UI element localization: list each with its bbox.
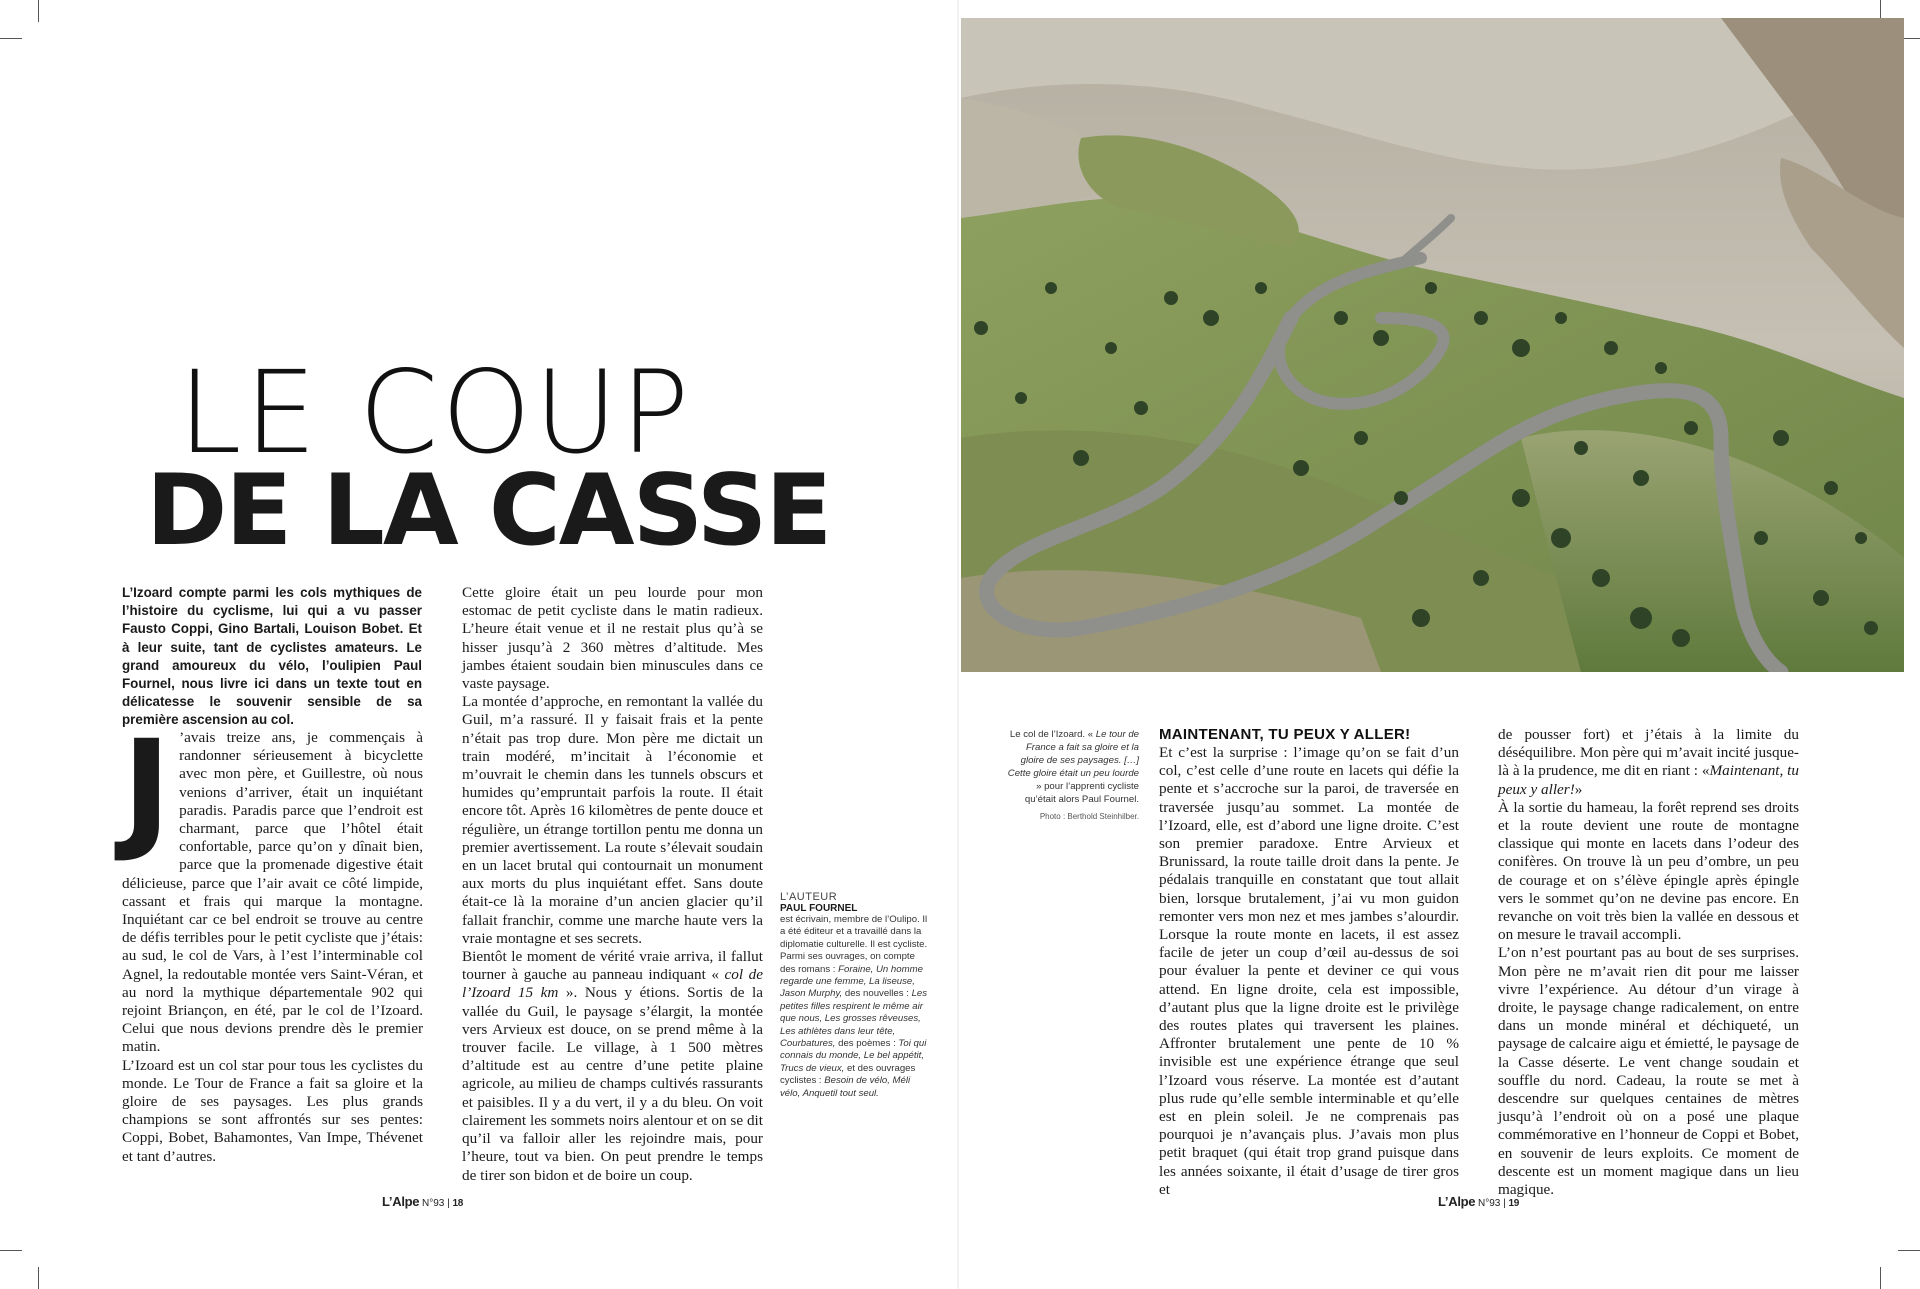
author-box (780, 891, 930, 1100)
author-kicker: L’AUTEUR (780, 891, 838, 903)
body-paragraph: de pousser fort) et j’étais à la limite du déséquilibre. Mon père qui m’avait incité jusque-là à la prudence, me dit en riant : «Maintenant, tu peux y aller!» (1498, 726, 1799, 798)
issue-number: N°93 (422, 1198, 445, 1209)
body-column-4 (1498, 726, 1799, 1199)
body-paragraph: La montée d’approche, en remontant la vallée du Guil, m’a rassuré. Il y faisait frais et la pente n’était pas trop dure. Mon père me dictait un train modéré, m’incitait à l’économie et m’ouvrait le chemin dans les tunnels obscurs et humides qu’empruntait parfois la route. Il était encore tôt. Après 16 kilomètres de pente douce et régulière, un étrange tortillon pentu me donna un premier avertissement. La route s’élevait soudain en un lacet brutal qui contournait un monument aux morts du plus inquiétant effet. Sans doute était-ce là la moraine d’un ancien glacier qu’il fallait franchir, comme une marche haute vers la vraie montagne et ses secrets. (462, 693, 763, 947)
photo-caption: Le col de l’Izoard. « Le tour de France a fait sa gloire et la gloire de ses paysages. […] Cette gloire était un peu lourde » pour l’apprenti cycliste qu’était alors Paul Fournel. Photo : Berthold Steinhilber. (1004, 728, 1139, 823)
body-column-3 (1159, 744, 1459, 1199)
body-text: ’avais treize ans, je commençais à randonner sérieusement à bicyclette avec mon père, et Guillestre, où nous venions d’arriver, était un inquiétant paradis. Paradis parce que l’endroit est charmant, parce que l’hôtel était confortable, parce qu’on y dînait bien, parce que la promenade digestive était délicieuse, parce que l’air avait ce côté limpide, cassant et frais qui marque la montagne. Inquiétant car ce bel endroit se trouve au centre de défis terribles pour le petit cycliste que j’étais: au sud, le col de Vars, à l’est l’interminable col Agnel, la redoutable montée vers Saint-Véran, et au nord la mythique départementale 902 qui rejoint Briançon, en été, par le col de l’Izoard. Celui que nous devions prendre dès le premier matin. (122, 729, 423, 1056)
body-paragraph: L’on n’est pourtant pas au bout de ses surprises. Mon père ne m’avait rien dit pour me laisser vivre l’expérience. Au détour d’un virage à droite, le paysage change radicalement, on entre dans un monde minéral et déchiqueté, un paysage de calcaire aigu et émietté, le paysage de la Casse déserte. Le vent change soudain et souffle du nord. Cadeau, la route se met à descendre sur quelques centaines de mètres jusqu’à l’endroit où on a posé une plaque commémorative en l’honneur de Coppi et Bobet, en souvenir de leurs exploits. Ce moment de descente est un moment magique dans un lieu magique. (1498, 944, 1799, 1199)
folio-right (1438, 1194, 1519, 1209)
body-column-1 (122, 712, 423, 1166)
folio-separator: | (447, 1198, 450, 1209)
body-paragraph (122, 712, 423, 1057)
body-paragraph: Cette gloire était un peu lourde pour mon estomac de petit cycliste dans le matin radieux. L’heure était venue et il ne restait plus qu’à se hisser jusqu’à 2 360 mètres d’altitude. Mes jambes étaient soudain bien minuscules dans ce vaste paysage. (462, 584, 763, 693)
crop-mark (38, 0, 39, 22)
folio-separator: | (1503, 1198, 1506, 1209)
gutter (957, 0, 959, 1289)
crop-mark (1880, 1267, 1881, 1289)
crop-mark (0, 1250, 22, 1251)
body-paragraph: À la sortie du hameau, la forêt reprend ses droits et la route devient une route de montagne classique qui monte en lacets dans l’odeur des conifères. On trouve là un peu d’ombre, un peu de courage et on s’élève épingle après épingle vers le sommet qu’on ne devine pas encore. En revanche on voit très bien la vallée en dessous et on mesure le travail accompli. (1498, 798, 1799, 944)
body-paragraph (462, 948, 763, 1185)
body-text: Bientôt le moment de vérité vraie arriva, il fallut tourner à gauche au panneau indiquant « (462, 948, 763, 984)
body-text: ». Nous y étions. Sortis de la vallée du Guil, le paysage s’élargit, la montée vers Arvieux est douce, on se prend même à la trouver facile. Le village, à 1 500 mètres d’altitude est au centre d’une petite plaine agricole, au milieu de champs cultivés rassurants et paisibles. Il y a du vert, il y a du bleu. On voit clairement les sommets noirs alentour et on se dit qu’il va falloir aller les rejoindre mais, pour l’heure, tout va bien. On peut prendre le temps de tirer son bidon et de boire un coup. (462, 984, 764, 1184)
intro-paragraph: L’Izoard compte parmi les cols mythiques de l’histoire du cyclisme, lui qui a vu passer Fausto Coppi, Gino Bartali, Louison Bobet. Et à leur suite, tant de cyclistes amateurs. Le grand amoureux du vélo, l’oulipien Paul Fournel, nous livre ici dans un texte tout en délicatesse le souvenir sensible de sa première ascension au col. (122, 585, 422, 728)
body-paragraph: L’Izoard est un col star pour tous les cyclistes du monde. Le Tour de France a fait sa gloire et la gloire de ses paysages. Les plus grands champions se sont affrontés sur ses pentes: Coppi, Bobet, Bahamontes, Van Impe, Thévenet et tant d’autres. (122, 1056, 423, 1165)
folio-left (382, 1194, 463, 1209)
page-number: 18 (452, 1198, 464, 1209)
title-line-2: DE LA CASSE (146, 454, 831, 568)
body-column-2 (462, 584, 763, 1185)
magazine-logo: L’Alpe (382, 1194, 420, 1209)
issue-number: N°93 (1478, 1198, 1501, 1209)
magazine-logo: L’Alpe (1438, 1194, 1476, 1209)
mountain-road-photo (961, 18, 1904, 672)
page-number: 19 (1508, 1198, 1520, 1209)
crop-mark (38, 1267, 39, 1289)
photo-illustration (961, 18, 1904, 672)
author-name: PAUL FOURNEL (780, 903, 858, 914)
crop-mark (1898, 1250, 1920, 1251)
title-line-1: LE COUP (178, 346, 693, 479)
road-sign-text: col de l’Izoard 15 km (462, 966, 764, 1002)
author-bio: est écrivain, membre de l’Oulipo. Il a été éditeur et a travaillé dans la diplomatie culturelle. Il est cycliste. Parmi ses ouvrages, on compte des romans : Foraine, Un homme regarde une femme, La liseuse, Jason Murphy, des nouvelles : Les petites filles respirent le même air que nous, Les grosses rêveuses, Les athlètes dans leur tête, Courbatures, des poèmes : Toi qui connais du monde, Le bel appétit, Trucs de vieux, et des ouvrages cyclistes : Besoin de vélo, Méli vélo, Anquetil tout seul. (780, 914, 928, 1099)
section-subhead: MAINTENANT, TU PEUX Y ALLER! (1159, 726, 1411, 743)
dropcap: J (122, 712, 172, 866)
photo-credit: Photo : Berthold Steinhilber. (1039, 812, 1139, 821)
body-paragraph: Et c’est la surprise : l’image qu’on se fait d’un col, c’est celle d’une route en lacets qui défie la pente et s’accroche sur la paroi, de traversée en traversée jusqu’au sommet. La montée de l’Izoard, elle, est d’abord une ligne droite. C’est son premier paradoxe. Entre Arvieux et Brunissard, la route taille droit dans la pente. Je pédalais tranquille en constatant que tout allait bien, lorsque brutalement, j’ai vu mon guidon remonter vers mon nez et mes jambes s’alourdir. Lorsque la route monte en lacets, il est assez facile de jeter un coup d’œil au-dessus de soi pour évaluer la pente et deviner ce qui vous attend. En ligne droite, cela est impossible, d’autant plus que la ligne droite est le privilège des routes plates qui traversent les plaines. Affronter brutalement une pente de 10 % invisible est une expérience étrange que seul l’Izoard vous réserve. La montée est d’autant plus rude qu’elle semble interminable et qu’elle est en plein soleil. Je ne comprenais pas pourquoi je n’avançais plus. J’avais mon plus petit braquet (qui était trop grand puisque dans les années soixante, il était d’usage de tirer gros et (1159, 744, 1459, 1198)
crop-mark (0, 38, 22, 39)
